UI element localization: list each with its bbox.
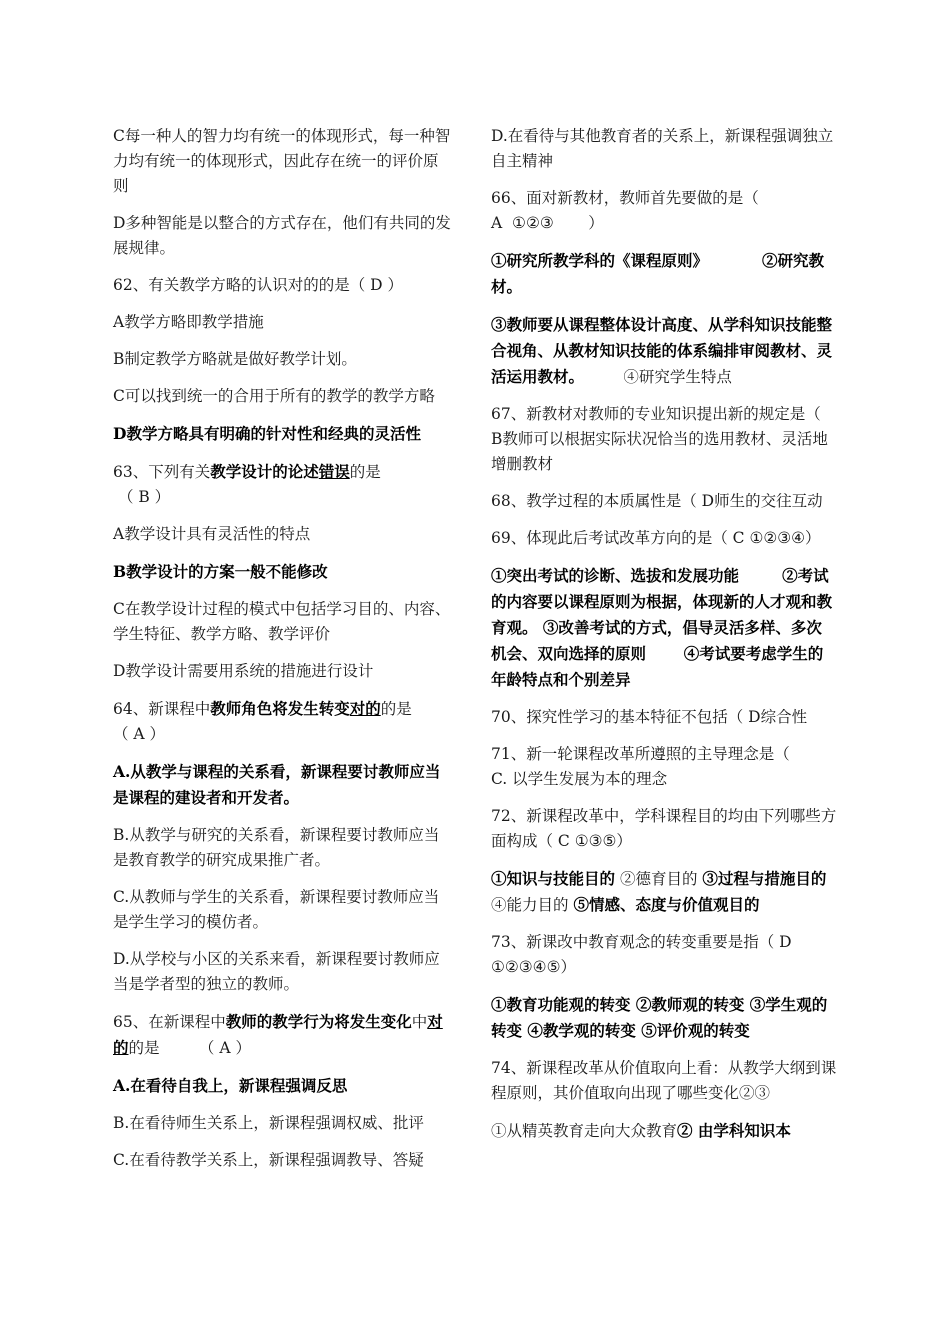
text-run: 错误 (318, 462, 350, 481)
text-run: B制定教学方略就是做好教学计划。 (113, 350, 357, 368)
paragraph (113, 347, 453, 372)
text-run: ② 由学科知识本 (677, 1121, 791, 1140)
text-run: 中 (411, 1013, 428, 1031)
paragraph (491, 312, 837, 390)
paragraph (113, 823, 453, 873)
text-run: A教学设计具有灵活性的特点 (113, 525, 311, 543)
text-run: 的是 （ A ） (128, 1039, 251, 1057)
paragraph (113, 273, 453, 298)
text-run: ②德育目的 (615, 870, 703, 888)
left-column (113, 124, 453, 1185)
text-run: D教学方略具有明确的针对性和经典的灵活性 (113, 424, 421, 443)
text-run: A.在看待自我上，新课程强调反思 (113, 1076, 348, 1095)
paragraph (491, 526, 837, 551)
text-run: 68、教学过程的本质属性是（ D师生的交往互动 (491, 492, 823, 510)
paragraph (113, 696, 453, 747)
paragraph (491, 124, 837, 174)
text-run: 对的 (349, 699, 381, 718)
text-run: ①突出考试的诊断、选拔和发展功能 ②考试的内容要以课程原则为根据，体现新的人才观和教育观。 ③改善考试的方式，倡导灵活多样、多次机会、双向选择的原则 ④考试要考虑学生的年龄特点和个别差异 (491, 566, 833, 689)
paragraph (113, 310, 453, 335)
text-run: A.从教学与课程的关系看，新课程要讨教师应当是课程的建设者和开发者。 (113, 762, 441, 807)
paragraph (491, 742, 837, 792)
text-run: 71、新一轮课程改革所遵照的主导理念是（ C. 以学生发展为本的理念 (491, 745, 790, 788)
paragraph (113, 421, 453, 447)
text-run: D多种智能是以整合的方式存在，他们有共同的发展规律。 (113, 214, 451, 257)
text-run: 74、新课程改革从价值取向上看：从教学大纲到课程原则，其价值取向出现了哪些变化②③ (491, 1059, 837, 1102)
text-run: B.在看待师生关系上，新课程强调权威、批评 (113, 1114, 424, 1132)
text-run: ④研究学生特点 (584, 368, 732, 386)
text-run: ⑤情感、态度与价值观目的 (573, 895, 760, 914)
paragraph (491, 186, 837, 236)
paragraph (113, 1073, 453, 1099)
text-run: D教学设计需要用系统的措施进行设计 (113, 662, 374, 680)
right-column (491, 124, 837, 1156)
paragraph (491, 563, 837, 693)
text-run: 70、探究性学习的基本特征不包括（ D综合性 (491, 708, 808, 726)
text-run: 64、新课程中 (113, 700, 211, 718)
paragraph (491, 930, 837, 980)
paragraph (491, 705, 837, 730)
text-run: 72、新课程改革中，学科课程目的均由下列哪些方面构成（ C ①③⑤） (491, 807, 837, 850)
text-run: 对的 (113, 1012, 443, 1057)
text-run: 教师的教学行为将发生变化 (225, 1012, 412, 1031)
text-run: ③过程与措施目的 (702, 869, 827, 888)
text-run: ①知识与技能目的 (491, 869, 616, 888)
text-run: C在教学设计过程的模式中包括学习目的、内容、学生特征、教学方略、教学评价 (113, 600, 451, 643)
text-run: 教学设计的论述 (210, 462, 319, 481)
paragraph (113, 759, 453, 811)
text-run: B教学设计的方案一般不能修改 (113, 562, 328, 581)
paragraph (113, 384, 453, 409)
paragraph (491, 1056, 837, 1106)
text-run: ①从精英教育走向大众教育 (491, 1122, 678, 1140)
text-run: 63、下列有关 (113, 463, 211, 481)
paragraph (113, 1111, 453, 1136)
text-run: 67、新教材对教师的专业知识提出新的规定是（ B教师可以根据实际状况恰当的选用教材、灵活地增删教材 (491, 405, 828, 473)
text-run: 的是 （ A ） (113, 700, 412, 743)
text-run: ③教师要从课程整体设计高度、从学科知识技能整合视角、从教材知识技能的体系编排审阅教材、灵活运用教材。 (491, 315, 833, 386)
paragraph (491, 804, 837, 854)
text-run: 66、面对新教材，教师首先要做的是（ A ①②③ ） (491, 189, 759, 232)
paragraph (491, 489, 837, 514)
paragraph (113, 1009, 453, 1061)
paragraph (113, 459, 453, 510)
text-run: 62、有关教学方略的认识对的的是（ D ） (113, 276, 404, 294)
text-run: C每一种人的智力均有统一的体现形式，每一种智力均有统一的体现形式，因此存在统一的评价原则 (113, 127, 451, 195)
paragraph (113, 211, 453, 261)
paragraph (491, 1118, 837, 1144)
text-run: 的是 （ B ） (117, 463, 381, 506)
text-run: A教学方略即教学措施 (113, 313, 264, 331)
text-run: C.从教师与学生的关系看，新课程要讨教师应当是学生学习的模仿者。 (113, 888, 440, 931)
paragraph (113, 559, 453, 585)
text-run: D.在看待与其他教育者的关系上，新课程强调独立自主精神 (491, 127, 834, 170)
paragraph (113, 1148, 453, 1173)
paragraph (113, 124, 453, 199)
text-run: C.在看待教学关系上，新课程强调教导、答疑 (113, 1151, 424, 1169)
text-run: B.从教学与研究的关系看，新课程要讨教师应当是教育教学的研究成果推广者。 (113, 826, 440, 869)
paragraph (113, 597, 453, 647)
text-run: ④能力目的 (491, 870, 832, 914)
paragraph (491, 866, 837, 918)
paragraph (491, 248, 837, 300)
text-run: ①研究所教学科的《课程原则》 ②研究教材。 (491, 251, 824, 296)
text-run: D.从学校与小区的关系来看，新课程要讨教师应当是学者型的独立的教师。 (113, 950, 440, 993)
paragraph (113, 522, 453, 547)
text-run: 69、体现此后考试改革方向的是（ C ①②③④） (491, 529, 821, 547)
paragraph (113, 885, 453, 935)
paragraph (491, 992, 837, 1044)
paragraph (113, 947, 453, 997)
paragraph (491, 402, 837, 477)
text-run: 教师角色将发生转变 (210, 699, 350, 718)
text-run: 73、新课改中教育观念的转变重要是指（ D ①②③④⑤） (491, 933, 792, 976)
text-run: ①教育功能观的转变 ②教师观的转变 ③学生观的转变 ④教学观的转变 ⑤评价观的转变 (491, 995, 828, 1040)
paragraph (113, 659, 453, 684)
text-run: C可以找到统一的合用于所有的教学的教学方略 (113, 387, 435, 405)
text-run: 65、在新课程中 (113, 1013, 226, 1031)
